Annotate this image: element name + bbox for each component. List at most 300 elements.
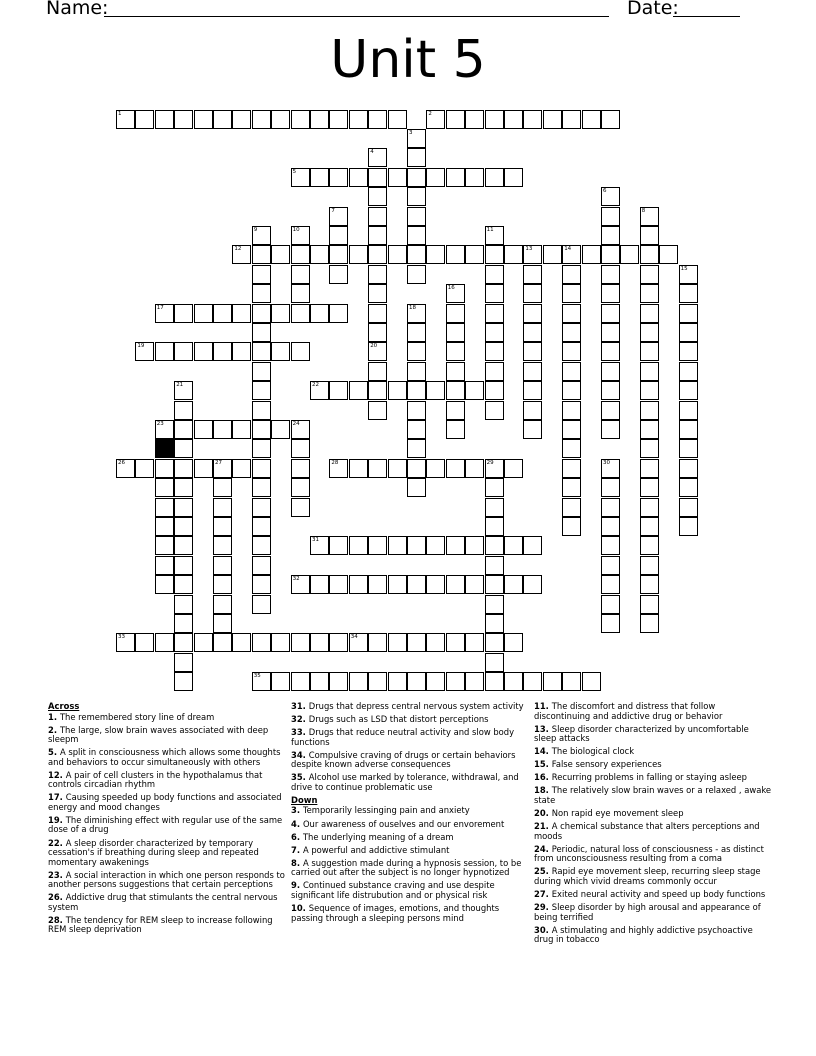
grid-cell[interactable] xyxy=(523,420,542,439)
grid-cell[interactable] xyxy=(562,342,581,361)
grid-cell[interactable] xyxy=(291,342,310,361)
grid-cell[interactable] xyxy=(640,478,659,497)
grid-cell[interactable] xyxy=(485,517,504,536)
grid-cell[interactable] xyxy=(407,536,426,555)
grid-cell[interactable] xyxy=(291,672,310,691)
grid-cell[interactable] xyxy=(504,672,523,691)
grid-cell[interactable] xyxy=(659,245,678,264)
grid-cell[interactable] xyxy=(446,362,465,381)
grid-cell[interactable] xyxy=(194,459,213,478)
grid-cell[interactable] xyxy=(135,459,154,478)
grid-cell[interactable] xyxy=(155,459,174,478)
grid-cell[interactable] xyxy=(426,536,445,555)
grid-cell[interactable] xyxy=(155,536,174,555)
grid-cell[interactable] xyxy=(252,478,271,497)
grid-cell[interactable] xyxy=(640,459,659,478)
grid-cell[interactable] xyxy=(407,265,426,284)
grid-cell[interactable] xyxy=(329,245,348,264)
grid-cell[interactable] xyxy=(407,226,426,245)
grid-cell[interactable] xyxy=(213,536,232,555)
grid-cell[interactable] xyxy=(116,633,135,652)
grid-cell[interactable] xyxy=(291,575,310,594)
grid-cell[interactable] xyxy=(213,614,232,633)
grid-cell[interactable] xyxy=(543,110,562,129)
grid-cell[interactable] xyxy=(485,633,504,652)
grid-cell[interactable] xyxy=(679,304,698,323)
grid-cell[interactable] xyxy=(310,381,329,400)
grid-cell[interactable] xyxy=(291,478,310,497)
grid-cell[interactable] xyxy=(465,245,484,264)
grid-cell[interactable] xyxy=(679,265,698,284)
grid-cell[interactable] xyxy=(232,304,251,323)
grid-cell[interactable] xyxy=(252,459,271,478)
grid-cell[interactable] xyxy=(407,439,426,458)
grid-cell[interactable] xyxy=(252,536,271,555)
grid-cell[interactable] xyxy=(562,381,581,400)
grid-cell[interactable] xyxy=(349,459,368,478)
grid-cell[interactable] xyxy=(640,304,659,323)
grid-cell[interactable] xyxy=(485,575,504,594)
grid-cell[interactable] xyxy=(426,633,445,652)
grid-cell[interactable] xyxy=(446,575,465,594)
grid-cell[interactable] xyxy=(640,323,659,342)
grid-cell[interactable] xyxy=(426,459,445,478)
grid-cell[interactable] xyxy=(601,110,620,129)
grid-cell[interactable] xyxy=(523,575,542,594)
grid-cell[interactable] xyxy=(174,478,193,497)
grid-cell[interactable] xyxy=(368,381,387,400)
grid-cell[interactable] xyxy=(368,245,387,264)
grid-cell[interactable] xyxy=(679,381,698,400)
grid-cell[interactable] xyxy=(582,110,601,129)
grid-cell[interactable] xyxy=(601,284,620,303)
grid-cell[interactable] xyxy=(562,420,581,439)
grid-cell[interactable] xyxy=(523,323,542,342)
grid-cell[interactable] xyxy=(213,633,232,652)
grid-cell[interactable] xyxy=(174,110,193,129)
grid-cell[interactable] xyxy=(562,265,581,284)
grid-cell[interactable] xyxy=(562,284,581,303)
grid-cell[interactable] xyxy=(446,536,465,555)
grid-cell[interactable] xyxy=(271,420,290,439)
grid-cell[interactable] xyxy=(640,401,659,420)
grid-cell[interactable] xyxy=(426,672,445,691)
grid-cell[interactable] xyxy=(562,362,581,381)
grid-cell[interactable] xyxy=(271,342,290,361)
grid-cell[interactable] xyxy=(368,110,387,129)
grid-cell[interactable] xyxy=(252,498,271,517)
grid-cell[interactable] xyxy=(601,401,620,420)
grid-cell[interactable] xyxy=(679,498,698,517)
grid-cell[interactable] xyxy=(407,342,426,361)
grid-cell[interactable] xyxy=(174,498,193,517)
grid-cell[interactable] xyxy=(543,245,562,264)
grid-cell[interactable] xyxy=(562,401,581,420)
grid-cell[interactable] xyxy=(426,575,445,594)
grid-cell[interactable] xyxy=(349,633,368,652)
grid-cell[interactable] xyxy=(426,110,445,129)
grid-cell[interactable] xyxy=(485,342,504,361)
grid-cell[interactable] xyxy=(213,556,232,575)
grid-cell[interactable] xyxy=(446,381,465,400)
grid-cell[interactable] xyxy=(679,284,698,303)
grid-cell[interactable] xyxy=(523,265,542,284)
grid-cell[interactable] xyxy=(349,245,368,264)
grid-cell[interactable] xyxy=(291,420,310,439)
grid-cell[interactable] xyxy=(485,614,504,633)
grid-cell[interactable] xyxy=(329,459,348,478)
grid-cell[interactable] xyxy=(368,304,387,323)
grid-cell[interactable] xyxy=(485,265,504,284)
grid-cell[interactable] xyxy=(465,575,484,594)
grid-cell[interactable] xyxy=(174,633,193,652)
grid-cell[interactable] xyxy=(310,245,329,264)
grid-cell[interactable] xyxy=(368,323,387,342)
grid-cell[interactable] xyxy=(407,478,426,497)
grid-cell[interactable] xyxy=(155,478,174,497)
grid-cell[interactable] xyxy=(368,168,387,187)
grid-cell[interactable] xyxy=(232,459,251,478)
grid-cell[interactable] xyxy=(368,226,387,245)
grid-cell[interactable] xyxy=(252,517,271,536)
grid-cell[interactable] xyxy=(155,575,174,594)
grid-cell[interactable] xyxy=(329,207,348,226)
grid-cell[interactable] xyxy=(426,381,445,400)
grid-cell[interactable] xyxy=(640,498,659,517)
grid-cell[interactable] xyxy=(252,284,271,303)
grid-cell[interactable] xyxy=(485,168,504,187)
grid-cell[interactable] xyxy=(485,226,504,245)
grid-cell[interactable] xyxy=(523,362,542,381)
grid-cell[interactable] xyxy=(640,517,659,536)
grid-cell[interactable] xyxy=(465,459,484,478)
grid-cell[interactable] xyxy=(426,245,445,264)
grid-cell[interactable] xyxy=(213,304,232,323)
grid-cell[interactable] xyxy=(562,110,581,129)
grid-cell[interactable] xyxy=(329,110,348,129)
grid-cell[interactable] xyxy=(388,381,407,400)
grid-cell[interactable] xyxy=(194,110,213,129)
grid-cell[interactable] xyxy=(252,633,271,652)
grid-cell[interactable] xyxy=(407,459,426,478)
grid-cell[interactable] xyxy=(601,517,620,536)
grid-cell[interactable] xyxy=(601,536,620,555)
grid-cell[interactable] xyxy=(640,536,659,555)
grid-cell[interactable] xyxy=(504,459,523,478)
grid-cell[interactable] xyxy=(485,556,504,575)
grid-cell[interactable] xyxy=(291,110,310,129)
grid-cell[interactable] xyxy=(368,342,387,361)
grid-cell[interactable] xyxy=(368,401,387,420)
grid-cell[interactable] xyxy=(601,420,620,439)
grid-cell[interactable] xyxy=(640,265,659,284)
grid-cell[interactable] xyxy=(329,381,348,400)
grid-cell[interactable] xyxy=(640,226,659,245)
grid-cell[interactable] xyxy=(329,536,348,555)
grid-cell[interactable] xyxy=(446,420,465,439)
grid-cell[interactable] xyxy=(523,672,542,691)
grid-cell[interactable] xyxy=(679,517,698,536)
grid-cell[interactable] xyxy=(368,265,387,284)
grid-cell[interactable] xyxy=(620,245,639,264)
grid-cell[interactable] xyxy=(485,459,504,478)
grid-cell[interactable] xyxy=(174,517,193,536)
grid-cell[interactable] xyxy=(601,245,620,264)
grid-cell[interactable] xyxy=(388,168,407,187)
grid-cell[interactable] xyxy=(271,245,290,264)
grid-cell[interactable] xyxy=(485,595,504,614)
grid-cell[interactable] xyxy=(271,304,290,323)
grid-cell[interactable] xyxy=(291,304,310,323)
grid-cell[interactable] xyxy=(310,575,329,594)
grid-cell[interactable] xyxy=(679,401,698,420)
grid-cell[interactable] xyxy=(446,304,465,323)
grid-cell[interactable] xyxy=(640,614,659,633)
grid-cell[interactable] xyxy=(407,633,426,652)
grid-cell[interactable] xyxy=(271,633,290,652)
grid-cell[interactable] xyxy=(252,265,271,284)
grid-cell[interactable] xyxy=(155,556,174,575)
grid-cell[interactable] xyxy=(232,245,251,264)
grid-cell[interactable] xyxy=(368,633,387,652)
grid-cell[interactable] xyxy=(446,342,465,361)
grid-cell[interactable] xyxy=(407,575,426,594)
grid-cell[interactable] xyxy=(446,284,465,303)
grid-cell[interactable] xyxy=(135,633,154,652)
grid-cell[interactable] xyxy=(252,672,271,691)
grid-cell[interactable] xyxy=(679,459,698,478)
grid-cell[interactable] xyxy=(252,381,271,400)
grid-cell[interactable] xyxy=(485,304,504,323)
grid-cell[interactable] xyxy=(407,168,426,187)
grid-cell[interactable] xyxy=(155,420,174,439)
grid-cell[interactable] xyxy=(310,536,329,555)
grid-cell[interactable] xyxy=(232,633,251,652)
grid-cell[interactable] xyxy=(291,265,310,284)
grid-cell[interactable] xyxy=(485,536,504,555)
grid-cell[interactable] xyxy=(135,342,154,361)
grid-cell[interactable] xyxy=(485,362,504,381)
grid-cell[interactable] xyxy=(679,342,698,361)
grid-cell[interactable] xyxy=(640,595,659,614)
grid-cell[interactable] xyxy=(155,517,174,536)
grid-cell[interactable] xyxy=(426,168,445,187)
grid-cell[interactable] xyxy=(601,362,620,381)
grid-cell[interactable] xyxy=(465,633,484,652)
grid-cell[interactable] xyxy=(504,536,523,555)
grid-cell[interactable] xyxy=(310,672,329,691)
grid-cell[interactable] xyxy=(329,168,348,187)
grid-cell[interactable] xyxy=(291,284,310,303)
grid-cell[interactable] xyxy=(407,362,426,381)
grid-cell[interactable] xyxy=(232,342,251,361)
grid-cell[interactable] xyxy=(640,362,659,381)
grid-cell[interactable] xyxy=(213,478,232,497)
grid-cell[interactable] xyxy=(368,148,387,167)
grid-cell[interactable] xyxy=(640,381,659,400)
grid-cell[interactable] xyxy=(523,536,542,555)
grid-cell[interactable] xyxy=(135,110,154,129)
grid-cell[interactable] xyxy=(329,672,348,691)
grid-cell[interactable] xyxy=(116,459,135,478)
grid-cell[interactable] xyxy=(194,304,213,323)
grid-cell[interactable] xyxy=(291,459,310,478)
grid-cell[interactable] xyxy=(213,595,232,614)
grid-cell[interactable] xyxy=(407,148,426,167)
grid-cell[interactable] xyxy=(174,304,193,323)
grid-cell[interactable] xyxy=(213,575,232,594)
grid-cell[interactable] xyxy=(310,304,329,323)
grid-cell[interactable] xyxy=(562,323,581,342)
grid-cell[interactable] xyxy=(329,226,348,245)
grid-cell[interactable] xyxy=(407,381,426,400)
grid-cell[interactable] xyxy=(485,110,504,129)
grid-cell[interactable] xyxy=(291,498,310,517)
grid-cell[interactable] xyxy=(252,342,271,361)
grid-cell[interactable] xyxy=(446,672,465,691)
grid-cell[interactable] xyxy=(640,207,659,226)
grid-cell[interactable] xyxy=(485,478,504,497)
grid-cell[interactable] xyxy=(252,556,271,575)
grid-cell[interactable] xyxy=(271,110,290,129)
grid-cell[interactable] xyxy=(446,245,465,264)
grid-cell[interactable] xyxy=(388,633,407,652)
grid-cell[interactable] xyxy=(252,226,271,245)
grid-cell[interactable] xyxy=(640,420,659,439)
grid-cell[interactable] xyxy=(485,653,504,672)
grid-cell[interactable] xyxy=(174,614,193,633)
grid-cell[interactable] xyxy=(485,323,504,342)
grid-cell[interactable] xyxy=(155,342,174,361)
grid-cell[interactable] xyxy=(504,633,523,652)
grid-cell[interactable] xyxy=(407,420,426,439)
grid-cell[interactable] xyxy=(601,342,620,361)
grid-cell[interactable] xyxy=(155,498,174,517)
grid-cell[interactable] xyxy=(523,245,542,264)
grid-cell[interactable] xyxy=(407,207,426,226)
grid-cell[interactable] xyxy=(174,556,193,575)
grid-cell[interactable] xyxy=(349,536,368,555)
grid-cell[interactable] xyxy=(174,420,193,439)
grid-cell[interactable] xyxy=(407,672,426,691)
grid-cell[interactable] xyxy=(601,614,620,633)
grid-cell[interactable] xyxy=(485,284,504,303)
grid-cell[interactable] xyxy=(116,110,135,129)
grid-cell[interactable] xyxy=(349,575,368,594)
grid-cell[interactable] xyxy=(562,672,581,691)
grid-cell[interactable] xyxy=(523,110,542,129)
grid-cell[interactable] xyxy=(213,459,232,478)
grid-cell[interactable] xyxy=(446,168,465,187)
grid-cell[interactable] xyxy=(543,672,562,691)
grid-cell[interactable] xyxy=(252,575,271,594)
grid-cell[interactable] xyxy=(174,536,193,555)
grid-cell[interactable] xyxy=(601,265,620,284)
grid-cell[interactable] xyxy=(174,672,193,691)
grid-cell[interactable] xyxy=(329,575,348,594)
grid-cell[interactable] xyxy=(291,226,310,245)
grid-cell[interactable] xyxy=(446,459,465,478)
grid-cell[interactable] xyxy=(523,284,542,303)
grid-cell[interactable] xyxy=(485,245,504,264)
grid-cell[interactable] xyxy=(213,517,232,536)
grid-cell[interactable] xyxy=(252,420,271,439)
grid-cell[interactable] xyxy=(252,110,271,129)
grid-cell[interactable] xyxy=(388,110,407,129)
grid-cell[interactable] xyxy=(601,381,620,400)
grid-cell[interactable] xyxy=(252,401,271,420)
grid-cell[interactable] xyxy=(465,168,484,187)
grid-cell[interactable] xyxy=(388,575,407,594)
grid-cell[interactable] xyxy=(194,342,213,361)
grid-cell[interactable] xyxy=(291,245,310,264)
grid-cell[interactable] xyxy=(407,323,426,342)
grid-cell[interactable] xyxy=(465,381,484,400)
grid-cell[interactable] xyxy=(523,381,542,400)
grid-cell[interactable] xyxy=(271,672,290,691)
grid-cell[interactable] xyxy=(174,595,193,614)
grid-cell[interactable] xyxy=(485,381,504,400)
grid-cell[interactable] xyxy=(310,633,329,652)
grid-cell[interactable] xyxy=(601,498,620,517)
grid-cell[interactable] xyxy=(582,672,601,691)
grid-cell[interactable] xyxy=(601,304,620,323)
grid-cell[interactable] xyxy=(349,672,368,691)
grid-cell[interactable] xyxy=(368,459,387,478)
grid-cell[interactable] xyxy=(213,420,232,439)
grid-cell[interactable] xyxy=(349,381,368,400)
grid-cell[interactable] xyxy=(388,672,407,691)
grid-cell[interactable] xyxy=(368,362,387,381)
grid-cell[interactable] xyxy=(291,439,310,458)
grid-cell[interactable] xyxy=(368,672,387,691)
grid-cell[interactable] xyxy=(504,575,523,594)
grid-cell[interactable] xyxy=(368,187,387,206)
grid-cell[interactable] xyxy=(174,342,193,361)
grid-cell[interactable] xyxy=(349,168,368,187)
grid-cell[interactable] xyxy=(174,653,193,672)
grid-cell[interactable] xyxy=(582,245,601,264)
grid-cell[interactable] xyxy=(485,672,504,691)
grid-cell[interactable] xyxy=(562,439,581,458)
grid-cell[interactable] xyxy=(252,439,271,458)
grid-cell[interactable] xyxy=(504,245,523,264)
grid-cell[interactable] xyxy=(252,362,271,381)
grid-cell[interactable] xyxy=(174,381,193,400)
grid-cell[interactable] xyxy=(640,556,659,575)
grid-cell[interactable] xyxy=(601,459,620,478)
grid-cell[interactable] xyxy=(407,401,426,420)
grid-cell[interactable] xyxy=(562,498,581,517)
grid-cell[interactable] xyxy=(194,633,213,652)
grid-cell[interactable] xyxy=(232,110,251,129)
grid-cell[interactable] xyxy=(601,187,620,206)
grid-cell[interactable] xyxy=(601,207,620,226)
grid-cell[interactable] xyxy=(562,304,581,323)
grid-cell[interactable] xyxy=(407,187,426,206)
grid-cell[interactable] xyxy=(562,478,581,497)
grid-cell[interactable] xyxy=(679,420,698,439)
grid-cell[interactable] xyxy=(388,245,407,264)
grid-cell[interactable] xyxy=(213,498,232,517)
grid-cell[interactable] xyxy=(155,304,174,323)
grid-cell[interactable] xyxy=(446,401,465,420)
grid-cell[interactable] xyxy=(291,633,310,652)
grid-cell[interactable] xyxy=(213,342,232,361)
grid-cell[interactable] xyxy=(679,362,698,381)
grid-cell[interactable] xyxy=(213,110,232,129)
grid-cell[interactable] xyxy=(485,401,504,420)
